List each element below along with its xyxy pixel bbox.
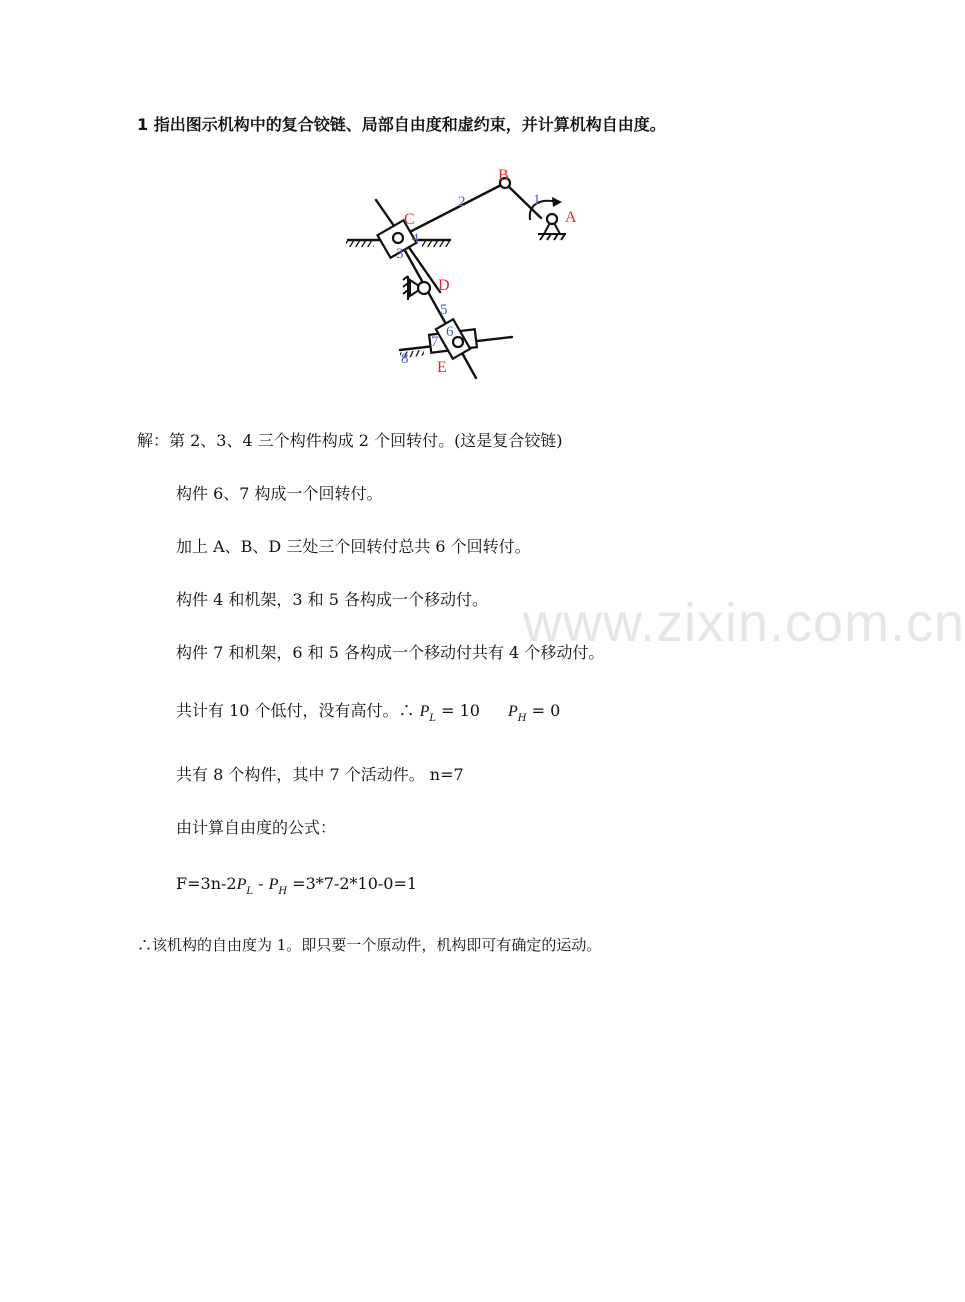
formula-pl-symbol: P bbox=[236, 876, 247, 893]
solution-line-7: 共有 8 个构件，其中 7 个活动件。 n=7 bbox=[176, 765, 464, 784]
ground-hatch-c-right bbox=[422, 241, 450, 247]
formula-ph-symbol: P bbox=[268, 876, 279, 893]
solution-line-8: 由计算自由度的公式： bbox=[176, 818, 337, 837]
pl-value: = 10 bbox=[436, 701, 480, 720]
mechanism-diagram bbox=[330, 160, 600, 390]
conclusion: ∴该机构的自由度为 1。即只要一个原动件，机构即可有确定的运动。 bbox=[137, 936, 602, 954]
solution-line-3: 加上 A、B、D 三处三个回转付总共 6 个回转付。 bbox=[176, 537, 531, 556]
pl-subscript: L bbox=[429, 713, 437, 724]
number-1: 1 bbox=[533, 192, 541, 208]
formula-pl-subscript: L bbox=[246, 886, 253, 897]
rotation-arrowhead bbox=[552, 197, 562, 207]
label-d: D bbox=[438, 277, 450, 294]
joint-a bbox=[547, 214, 557, 224]
formula-prefix: F=3n-2 bbox=[176, 874, 237, 893]
number-2: 2 bbox=[458, 194, 466, 210]
joint-d bbox=[418, 282, 430, 294]
label-a: A bbox=[565, 209, 577, 226]
ph-symbol: P bbox=[507, 703, 518, 720]
label-b: B bbox=[498, 167, 509, 184]
number-8: 8 bbox=[401, 351, 409, 367]
formula-minus: - bbox=[253, 874, 269, 893]
watermark: www.zixin.com.cn bbox=[523, 593, 965, 653]
number-5: 5 bbox=[440, 302, 448, 318]
joint-e bbox=[453, 337, 463, 347]
solution-line-2: 构件 6、7 构成一个回转付。 bbox=[176, 484, 383, 503]
pl-symbol: P bbox=[419, 703, 430, 720]
ph-value: = 0 bbox=[526, 701, 561, 720]
solution-line-6 bbox=[176, 698, 560, 724]
label-e: E bbox=[437, 359, 447, 376]
question-title: 1 指出图示机构中的复合铰链、局部自由度和虚约束，并计算机构自由度。 bbox=[137, 115, 666, 134]
joint-c bbox=[393, 233, 403, 243]
solution-line-1: 解：第 2、3、4 三个构件构成 2 个回转付。(这是复合铰链) bbox=[137, 431, 563, 450]
formula-suffix: =3*7-2*10-0=1 bbox=[287, 874, 418, 893]
solution-line-4: 构件 4 和机架，3 和 5 各构成一个移动付。 bbox=[176, 590, 488, 609]
formula-ph-subscript: H bbox=[278, 886, 288, 897]
number-4: 4 bbox=[412, 230, 419, 245]
ph-subscript: H bbox=[517, 713, 527, 724]
number-7: 7 bbox=[431, 334, 439, 350]
solution-line-5: 构件 7 和机架，6 和 5 各构成一个移动付共有 4 个移动付。 bbox=[176, 643, 605, 662]
low-pair-count-text: 共计有 10 个低付，没有高付。∴ bbox=[176, 701, 420, 720]
number-6: 6 bbox=[446, 324, 454, 340]
label-c: C bbox=[404, 211, 415, 228]
formula-line bbox=[176, 874, 417, 897]
ground-hatch-c-left bbox=[346, 241, 374, 247]
number-3: 3 bbox=[396, 246, 404, 262]
